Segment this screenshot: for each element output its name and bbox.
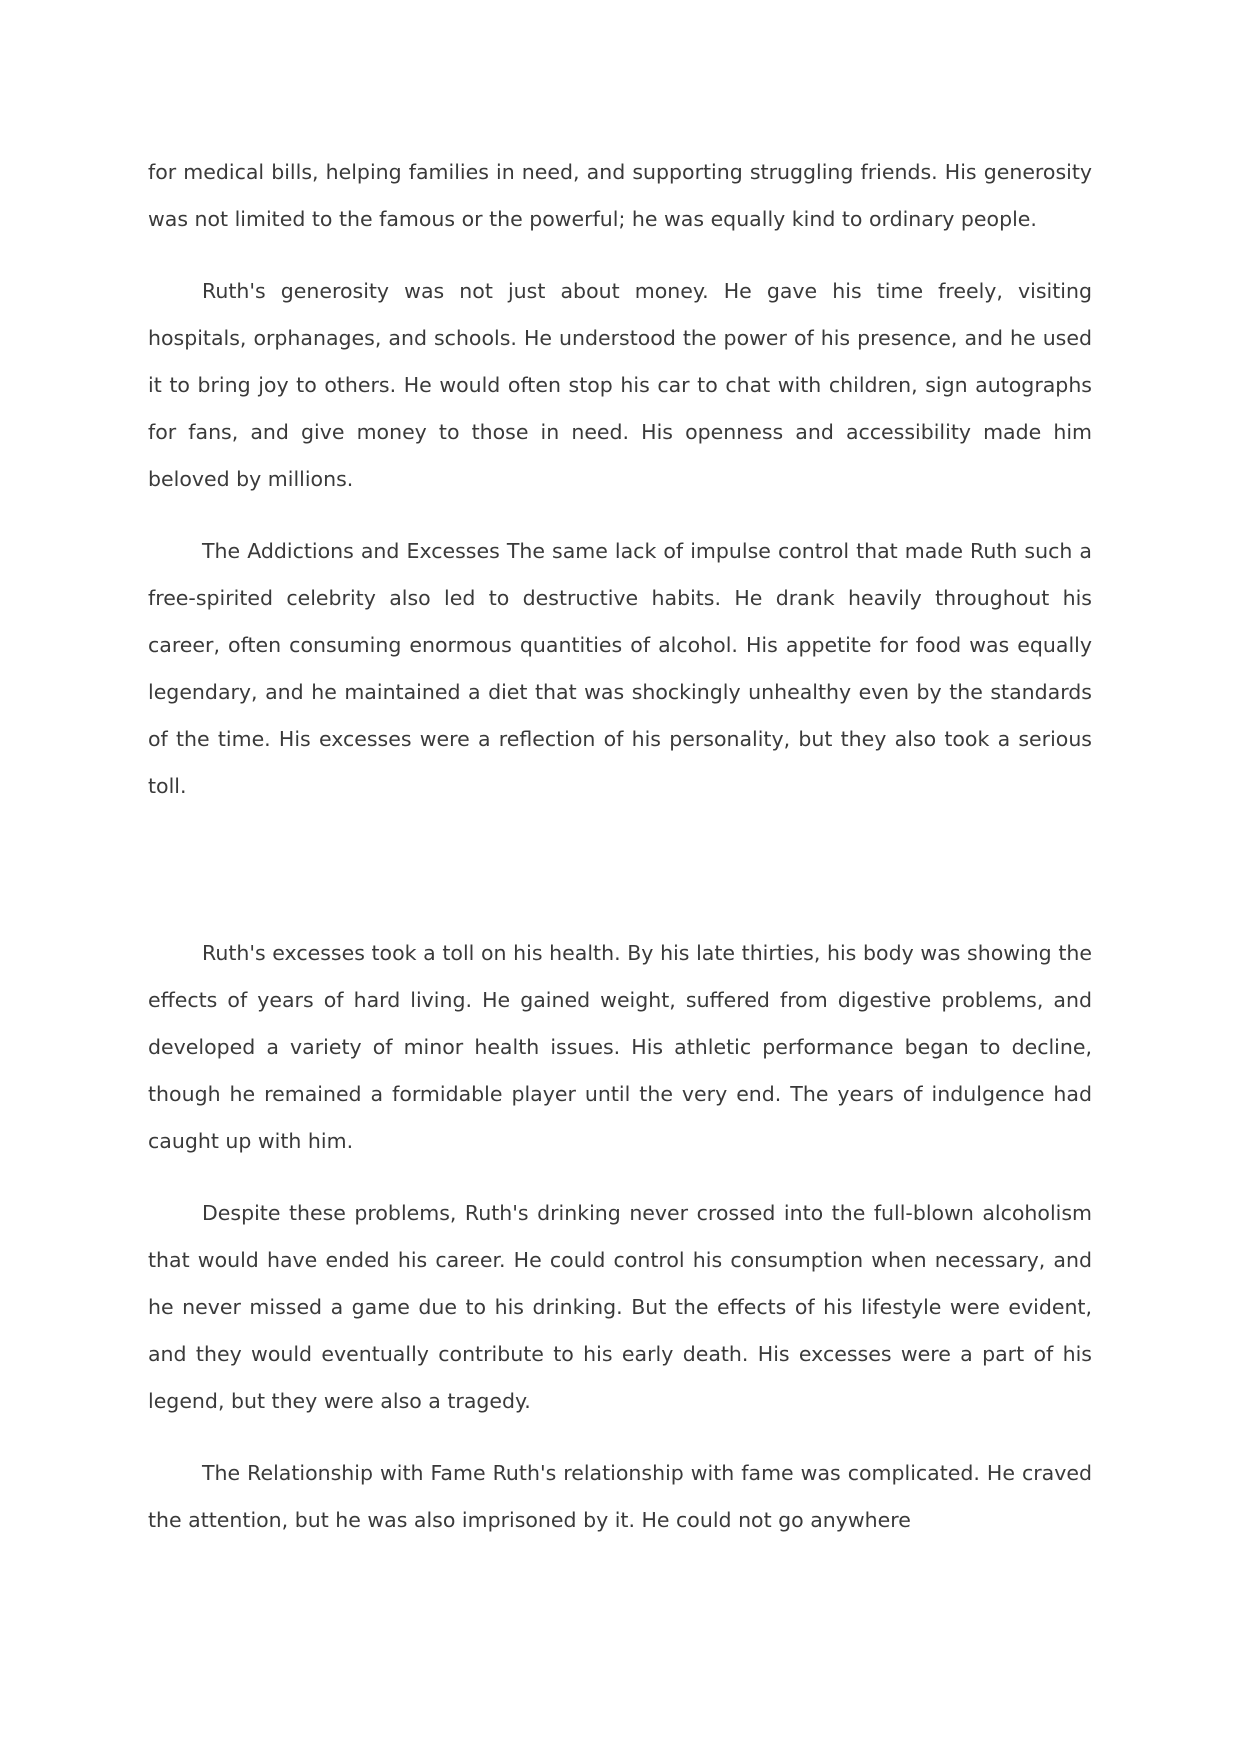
paragraph-generosity: Ruth's generosity was not just about money. He gave his time freely, visiting hospitals, orphanages, and schools. He understood the power of his presence, and he used it to bring joy to others. He would often stop his car to chat with children, sign autographs for fans, and give money to those in need. His openness and accessibility made him beloved by millions. xyxy=(148,279,1092,491)
body-text xyxy=(148,149,1092,1569)
paragraph-continuation: for medical bills, helping families in need, and supporting struggling friends. His generosity was not limited to the famous or the powerful; he was equally kind to ordinary people. xyxy=(148,160,1092,231)
paragraph-fame: The Relationship with Fame Ruth's relationship with fame was complicated. He craved the attention, but he was also imprisoned by it. He could not go anywhere xyxy=(148,1461,1092,1532)
paragraph-addictions: The Addictions and Excesses The same lack of impulse control that made Ruth such a free-spirited celebrity also led to destructive habits. He drank heavily throughout his career, often consuming enormous quantities of alcohol. His appetite for food was equally legendary, and he maintained a diet that was shockingly unhealthy even by the standards of the time. His excesses were a reflection of his personality, but they also took a serious toll. xyxy=(148,539,1092,798)
paragraph-drinking: Despite these problems, Ruth's drinking never crossed into the full-blown alcoholism that would have ended his career. He could control his consumption when necessary, and he never missed a game due to his drinking. But the effects of his lifestyle were evident, and they would eventually contribute to his early death. His excesses were a part of his legend, but they were also a tragedy. xyxy=(148,1201,1092,1413)
paragraph-health: Ruth's excesses took a toll on his health. By his late thirties, his body was showing the effects of years of hard living. He gained weight, suffered from digestive problems, and developed a variety of minor health issues. His athletic performance began to decline, though he remained a formidable player until the very end. The years of indulgence had caught up with him. xyxy=(148,941,1092,1153)
